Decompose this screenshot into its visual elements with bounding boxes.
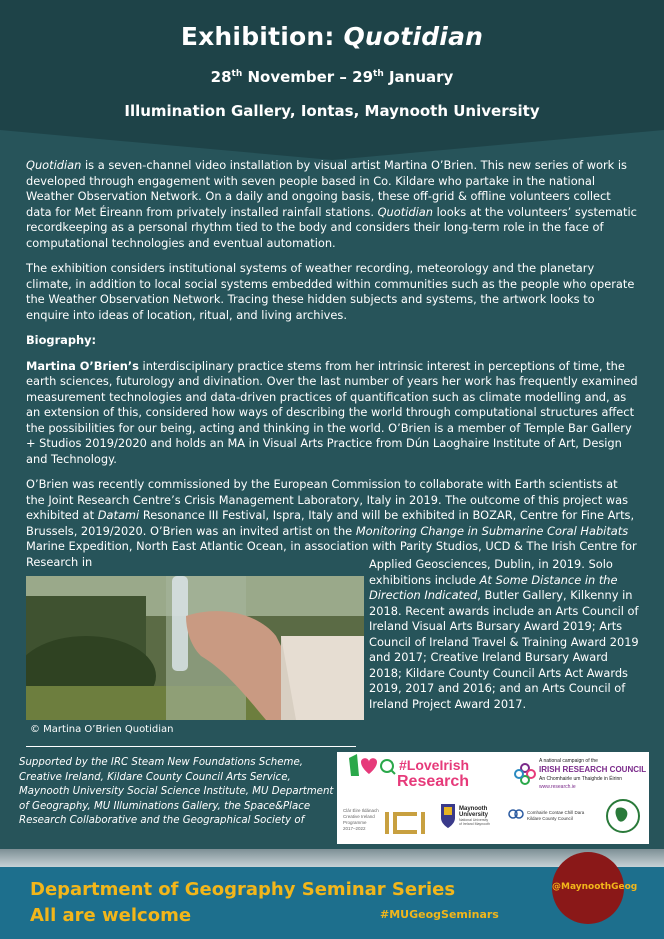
svg-text:Creative Ireland: Creative Ireland [343,814,375,819]
kildare-county-council-logo [509,810,585,821]
description [26,158,638,580]
svg-text:of Ireland Maynooth: of Ireland Maynooth [459,822,490,826]
exhibition-title: Exhibition: Quotidian [180,22,484,51]
photo-caption: © Martina O’Brien Quotidian [30,724,174,735]
maynooth-university-logo [441,804,490,828]
exhibition-venue: Illumination Gallery, Iontas, Maynooth University [124,102,540,120]
biography-paragraph-2: O’Brien was recently commissioned by the European Commission to collaborate with Earth scientists at the Joint Research Centre’s Crisis Management Laboratory, Italy in 2019. The outcome of this project was exhibited at Datami Resonance III Festival, Ispra, Italy and will be exhibited in BOZAR, Centre for Fine Arts, Brussels, 2019/2020. O’Brien was an invited artist on the Monitoring Change in Submarine Coral Habitats Marine Expedition, North East Atlantic Ocean, in association with Parity Studios, UCD & The Irish Centre for Research in [26,477,637,569]
svg-text:Programme: Programme [343,820,367,825]
love-irish-research-logo [349,754,469,790]
biography-paragraph-2-continued: Applied Geosciences, Dublin, in 2019. Solo exhibitions include At Some Distance in the Direction Indicated, Butler Gallery, Kilkenny in 2018. Recent awards include an Arts Council of Ireland Visual Arts Bursary Award 2019; Arts Council of Ireland Travel & Training Award 2019 and 2017; Creative Ireland Bursary Award 2018; Kildare County Council Arts Act Awards 2019, 2017 and 2016; and an Arts Council of Ireland Project Award 2017. [369,557,639,711]
svg-text:#LoveIrish: #LoveIrish [399,757,470,773]
irc-logo [515,758,646,790]
svg-text:An Chomhairle um Thaighde in É: An Chomhairle um Thaighde in Éirinn [539,776,623,782]
geographical-society-logo [607,800,639,832]
svg-text:Comhairle Contae Chill Dara: Comhairle Contae Chill Dara [527,810,585,815]
svg-text:2017–2022: 2017–2022 [343,826,366,831]
artwork-photo [26,576,364,720]
welcome-text: All are welcome [30,905,192,926]
svg-text:IRISH RESEARCH COUNCIL: IRISH RESEARCH COUNCIL [539,765,647,774]
exhibition-name: Quotidian [343,22,484,51]
intro-paragraph-1: Quotidian is a seven-channel video installation by visual artist Martina O’Brien. This new series of work is developed through engagement with seven people based in Co. Kildare who partake in the national Weather Observation Network. On a daily and ongoing basis, these off-grid & offline volunteers collect data for Met Éireann from privately installed rainfall stations. Quotidian looks at the volunteers’ systematic recordkeeping as a personal rhythm tied to the body and considers their long-term role in the face of computational technologies and eventual automation. [26,158,637,250]
svg-text:Clár Éire Ildánach: Clár Éire Ildánach [343,808,379,813]
svg-text:University: University [459,812,489,818]
twitter-handle: @MaynoothGeog [552,882,638,892]
svg-text:A national campaign of the: A national campaign of the [539,758,598,764]
support-statement: Supported by the IRC Steam New Foundations Scheme, Creative Ireland, Kildare County Council Arts Service, Maynooth University Social Science Institute, MU Department of Geography, MU Illuminations Gallery, the Space&Place Research Collaborative and the Geographical Society of [19,757,334,827]
svg-text:Maynooth: Maynooth [459,806,488,812]
divider [26,746,356,747]
svg-text:Kildare County Council: Kildare County Council [527,816,573,821]
sponsor-logos [337,752,649,844]
creative-ireland-logo [343,807,425,834]
svg-text:www.research.ie: www.research.ie [539,784,576,790]
svg-text:National University: National University [459,818,489,822]
biography-paragraph-1: Martina O’Brien’s interdisciplinary practice stems from her intrinsic interest in perceptions of time, the earth sciences, futurology and divination. Over the last number of years her work has frequently examined measurement technologies and data-driven practices of quantification such as climate modelling and, as an extension of this, considered how ways of describing the world through computational structures affect the possibilities for our being, acting and thinking in the world. O’Brien is a member of Temple Bar Gallery + Studios 2019/2020 and holds an MA in Visual Arts Practice from Dún Laoghaire Institute of Art, Design and Technology. [26,358,638,466]
biography-heading: Biography: [26,333,97,347]
svg-text:Research: Research [397,773,470,790]
exhibition-dates: 28th November – 29th January [210,68,454,86]
seminar-series-title: Department of Geography Seminar Series [30,879,456,900]
intro-paragraph-2: The exhibition considers institutional systems of weather recording, meteorology and the planetary climate, in addition to local social systems embedded within communities such as the people who operate the Weather Observation Network. Tracing these hidden subjects and systems, the artwork looks to enquire into ideas of location, ritual, and living archives. [26,261,635,322]
seminar-hashtag: #MUGeogSeminars [380,908,499,921]
